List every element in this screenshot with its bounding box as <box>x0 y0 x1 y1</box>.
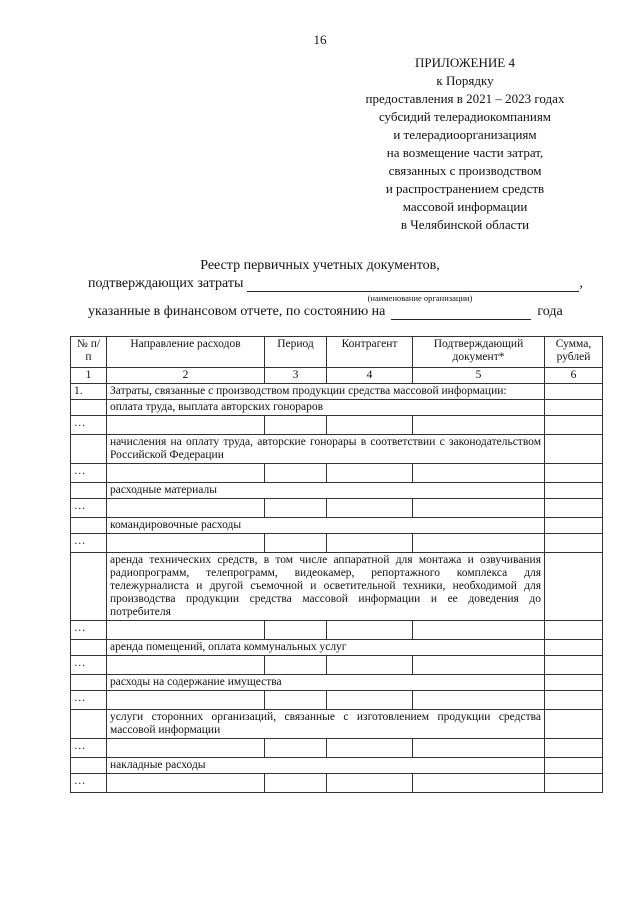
period-cell[interactable] <box>265 656 327 675</box>
entry-row <box>71 656 603 675</box>
appendix-line: в Челябинской области <box>400 217 530 232</box>
entry-number-cell: … <box>71 656 107 675</box>
header-amount: Сумма, рублей <box>545 337 603 368</box>
header-number: № п/п <box>71 337 107 368</box>
counterparty-cell[interactable] <box>327 691 413 710</box>
appendix-line: связанных с производством <box>388 163 542 178</box>
entry-number-cell: … <box>71 464 107 483</box>
category-number-cell <box>71 400 107 416</box>
entry-row <box>71 534 603 553</box>
direction-cell[interactable] <box>107 739 265 758</box>
counterparty-cell[interactable] <box>327 499 413 518</box>
category-number-cell <box>71 553 107 621</box>
header-direction: Направление расходов <box>107 337 265 368</box>
category-row <box>71 400 603 416</box>
appendix-line: к Порядку <box>436 73 494 88</box>
amount-cell[interactable] <box>545 675 603 691</box>
entry-row <box>71 464 603 483</box>
organization-caption: (наименование организации) <box>367 293 473 303</box>
appendix-line: на возмещение части затрат, <box>386 145 544 160</box>
amount-cell[interactable] <box>545 518 603 534</box>
amount-cell[interactable] <box>545 483 603 499</box>
amount-cell[interactable] <box>545 640 603 656</box>
direction-cell[interactable] <box>107 691 265 710</box>
document-cell[interactable] <box>413 691 545 710</box>
period-cell[interactable] <box>265 774 327 793</box>
amount-cell[interactable] <box>545 553 603 621</box>
column-number: 1 <box>71 368 107 384</box>
appendix-line: предоставления в 2021 – 2023 годах <box>365 91 565 106</box>
direction-cell[interactable] <box>107 534 265 553</box>
category-row <box>71 553 603 621</box>
direction-cell[interactable] <box>107 464 265 483</box>
amount-cell[interactable] <box>545 621 603 640</box>
amount-cell[interactable] <box>545 464 603 483</box>
appendix-header <box>300 54 630 234</box>
amount-cell[interactable] <box>545 534 603 553</box>
category-number-cell <box>71 483 107 499</box>
amount-cell[interactable] <box>545 774 603 793</box>
category-row <box>71 640 603 656</box>
counterparty-cell[interactable] <box>327 656 413 675</box>
column-number: 5 <box>413 368 545 384</box>
page-number: 16 <box>313 32 327 47</box>
entry-row <box>71 621 603 640</box>
category-row <box>71 435 603 464</box>
category-label: командировочные расходы <box>107 518 545 534</box>
document-cell[interactable] <box>413 464 545 483</box>
period-cell[interactable] <box>265 621 327 640</box>
counterparty-cell[interactable] <box>327 416 413 435</box>
document-cell[interactable] <box>413 621 545 640</box>
document-cell[interactable] <box>413 739 545 758</box>
direction-cell[interactable] <box>107 499 265 518</box>
category-number-cell <box>71 758 107 774</box>
amount-cell[interactable] <box>545 739 603 758</box>
organization-line <box>88 276 598 292</box>
period-cell[interactable] <box>265 691 327 710</box>
report-date-line <box>88 304 598 320</box>
entry-row <box>71 416 603 435</box>
document-cell[interactable] <box>413 774 545 793</box>
entry-number-cell: … <box>71 774 107 793</box>
category-row <box>71 675 603 691</box>
header-document: Подтверждающий документ* <box>413 337 545 368</box>
column-number: 6 <box>545 368 603 384</box>
category-row <box>71 758 603 774</box>
amount-cell[interactable] <box>545 710 603 739</box>
category-number-cell <box>71 675 107 691</box>
category-label: расходы на содержание имущества <box>107 675 545 691</box>
counterparty-cell[interactable] <box>327 464 413 483</box>
appendix-line: и телерадиоорганизациям <box>393 127 537 142</box>
category-row <box>71 710 603 739</box>
header-counterparty: Контрагент <box>327 337 413 368</box>
category-row <box>71 518 603 534</box>
document-cell[interactable] <box>413 416 545 435</box>
category-label: аренда помещений, оплата коммунальных услуг <box>107 640 545 656</box>
category-number-cell <box>71 710 107 739</box>
category-label: начисления на оплату труда, авторские гонорары в соответствии с законодательством Российской Федерации <box>107 435 545 464</box>
organization-name-field[interactable] <box>247 277 579 292</box>
amount-cell[interactable] <box>545 384 603 400</box>
column-number: 4 <box>327 368 413 384</box>
category-label: оплата труда, выплата авторских гонораров <box>107 400 545 416</box>
counterparty-cell[interactable] <box>327 774 413 793</box>
counterparty-cell[interactable] <box>327 621 413 640</box>
period-cell[interactable] <box>265 416 327 435</box>
entry-number-cell: … <box>71 534 107 553</box>
registry-title: Реестр первичных учетных документов, <box>200 258 440 273</box>
amount-cell[interactable] <box>545 416 603 435</box>
direction-cell[interactable] <box>107 416 265 435</box>
entry-number-cell: … <box>71 739 107 758</box>
direction-cell[interactable] <box>107 621 265 640</box>
period-cell[interactable] <box>265 739 327 758</box>
category-label: накладные расходы <box>107 758 545 774</box>
counterparty-cell[interactable] <box>327 534 413 553</box>
appendix-title: ПРИЛОЖЕНИЕ 4 <box>415 55 515 70</box>
header-period: Период <box>265 337 327 368</box>
entry-row <box>71 774 603 793</box>
category-number-cell <box>71 435 107 464</box>
document-cell[interactable] <box>413 534 545 553</box>
amount-cell[interactable] <box>545 400 603 416</box>
category-row <box>71 483 603 499</box>
registry-table <box>70 336 603 793</box>
category-label: расходные материалы <box>107 483 545 499</box>
category-label: услуги сторонних организаций, связанные с изготовлением продукции средства массовой информации <box>107 710 545 739</box>
entry-number-cell: … <box>71 691 107 710</box>
period-cell[interactable] <box>265 499 327 518</box>
amount-cell[interactable] <box>545 656 603 675</box>
document-cell[interactable] <box>413 656 545 675</box>
direction-cell[interactable] <box>107 656 265 675</box>
direction-cell[interactable] <box>107 774 265 793</box>
organization-line-prefix: подтверждающих затраты <box>88 276 244 291</box>
column-number: 3 <box>265 368 327 384</box>
entry-number-cell: … <box>71 621 107 640</box>
section-row <box>71 384 603 400</box>
appendix-line: и распространением средств <box>385 181 545 196</box>
amount-cell[interactable] <box>545 691 603 710</box>
report-date-field[interactable] <box>391 305 531 320</box>
report-date-suffix: года <box>537 304 563 319</box>
entry-row <box>71 499 603 518</box>
report-date-prefix: указанные в финансовом отчете, по состоянию на <box>88 304 386 319</box>
category-number-cell <box>71 640 107 656</box>
entry-number-cell: … <box>71 499 107 518</box>
period-cell[interactable] <box>265 464 327 483</box>
amount-cell[interactable] <box>545 499 603 518</box>
category-number-cell <box>71 518 107 534</box>
entry-row <box>71 739 603 758</box>
period-cell[interactable] <box>265 534 327 553</box>
section-number: 1. <box>71 384 107 400</box>
column-number: 2 <box>107 368 265 384</box>
appendix-line: массовой информации <box>402 199 528 214</box>
entry-row <box>71 691 603 710</box>
amount-cell[interactable] <box>545 435 603 464</box>
organization-line-suffix: , <box>579 276 583 291</box>
amount-cell[interactable] <box>545 758 603 774</box>
section-title: Затраты, связанные с производством продукции средства массовой информации: <box>107 384 545 400</box>
entry-number-cell: … <box>71 416 107 435</box>
appendix-line: субсидий телерадиокомпаниям <box>378 109 552 124</box>
document-cell[interactable] <box>413 499 545 518</box>
category-label: аренда технических средств, в том числе аппаратной для монтажа и озвучивания радиопрограмм, телепрограмм, видеокамер, репортажного комплекса для тележурналиста и другой съемочной и осветительной техники, необходимой для производства продукции средства массовой информации и ее доведения до потребителя <box>107 553 545 621</box>
counterparty-cell[interactable] <box>327 739 413 758</box>
